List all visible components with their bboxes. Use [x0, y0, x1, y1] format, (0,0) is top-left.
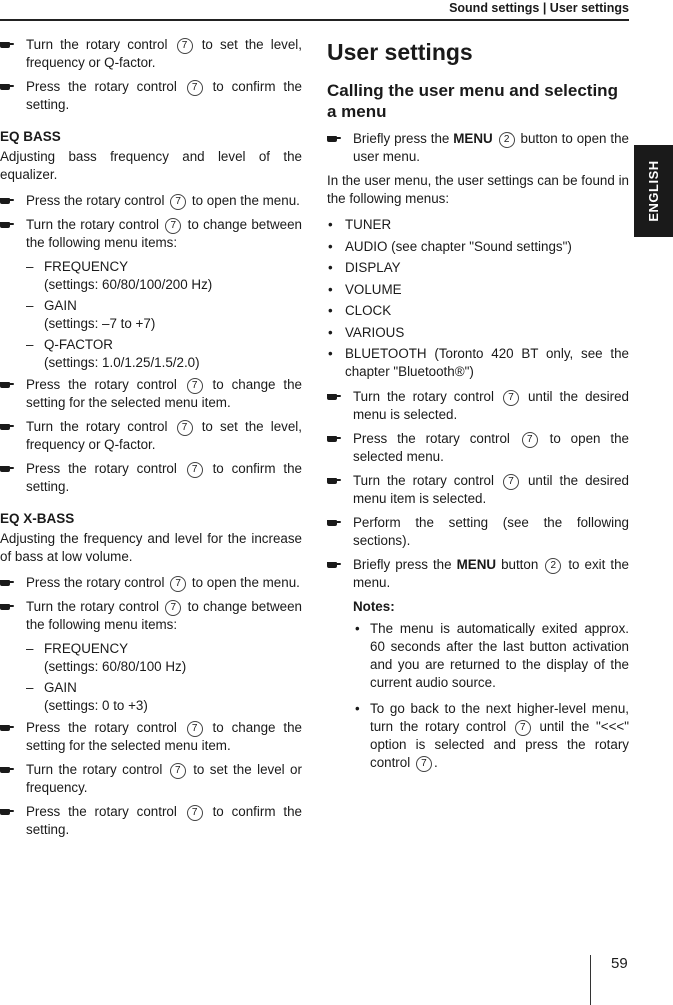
step-item: Turn the rotary control 7 to set the level or frequency.: [0, 761, 302, 797]
pointing-hand-icon: [327, 514, 343, 532]
right-column: [327, 36, 629, 780]
pointing-hand-icon: [0, 803, 16, 821]
eq-xbass-heading: EQ X-BASS: [0, 511, 75, 526]
control-number-badge: 7: [177, 38, 193, 54]
control-number-badge: 7: [165, 218, 181, 234]
control-number-badge: 7: [187, 378, 203, 394]
step-item: Press the rotary control 7 to open the selected menu.: [327, 430, 629, 466]
control-number-badge: 7: [416, 756, 432, 772]
pointing-hand-icon: [0, 192, 16, 210]
list-item: • VOLUME: [328, 281, 402, 297]
step-item: Turn the rotary control 7 to set the level, frequency or Q-factor.: [0, 36, 302, 72]
header-rule: [0, 19, 629, 21]
control-number-badge: 7: [187, 721, 203, 737]
note-item: • The menu is automatically exited approx. 60 seconds after the last button activation and you are returned to the display of the current audio source.: [355, 621, 629, 690]
note-item: • To go back to the next higher-level menu, turn the rotary control 7 until the "<<<" option is selected and press the rotary control 7 .: [355, 701, 629, 770]
step-item: Briefly press the MENU 2 button to open the user menu.: [327, 130, 629, 166]
step-item: Turn the rotary control 7 to change between the following menu items:: [0, 216, 302, 252]
step-item: Turn the rotary control 7 to set the level, frequency or Q-factor.: [0, 418, 302, 454]
menu-list: [327, 216, 629, 381]
list-item: – FREQUENCY (settings: 60/80/100 Hz): [26, 641, 187, 674]
control-number-badge: 7: [503, 474, 519, 490]
pointing-hand-icon: [327, 130, 343, 148]
step-item: Press the rotary control 7 to change the setting for the selected menu item.: [0, 376, 302, 412]
list-item: – GAIN (settings: –7 to +7): [26, 298, 156, 331]
step-item: Briefly press the MENU button 2 to exit the menu.: [327, 556, 629, 592]
notes-label: Notes:: [353, 599, 395, 614]
pointing-hand-icon: [0, 761, 16, 779]
pointing-hand-icon: [0, 598, 16, 616]
left-column: [0, 36, 302, 845]
step-item: Press the rotary control 7 to confirm the setting.: [0, 460, 302, 496]
pointing-hand-icon: [0, 418, 16, 436]
pointing-hand-icon: [0, 574, 16, 592]
eq-xbass-menu-items: [0, 640, 302, 715]
header-title: Sound settings | User settings: [449, 1, 629, 15]
menu-button-label: MENU: [456, 557, 497, 572]
list-item: – GAIN (settings: 0 to +3): [26, 680, 148, 713]
list-item: • AUDIO (see chapter "Sound settings"): [328, 238, 572, 254]
control-number-badge: 7: [170, 194, 186, 210]
section-title: User settings: [327, 39, 473, 65]
list-item: • TUNER: [328, 217, 392, 232]
step-item: Press the rotary control 7 to change the setting for the selected menu item.: [0, 719, 302, 755]
list-item: – FREQUENCY (settings: 60/80/100/200 Hz): [26, 259, 213, 292]
section-subtitle: Calling the user menu and selecting a menu: [327, 81, 618, 121]
control-number-badge: 7: [170, 763, 186, 779]
control-number-badge: 2: [499, 132, 515, 148]
pointing-hand-icon: [0, 36, 16, 54]
control-number-badge: 7: [170, 576, 186, 592]
list-item: • DISPLAY: [328, 260, 401, 275]
list-item: – Q-FACTOR (settings: 1.0/1.25/1.5/2.0): [26, 337, 200, 370]
step-item: Press the rotary control 7 to confirm the setting.: [0, 803, 302, 839]
step-item: Perform the setting (see the following sections).: [327, 514, 629, 550]
step-item: Press the rotary control 7 to open the menu.: [0, 192, 302, 210]
control-number-badge: 2: [545, 558, 561, 574]
control-number-badge: 7: [522, 432, 538, 448]
pointing-hand-icon: [0, 719, 16, 737]
control-number-badge: 7: [165, 600, 181, 616]
list-item: • BLUETOOTH (Toronto 420 BT only, see the chapter "Bluetooth®"): [328, 346, 629, 379]
eq-xbass-description: Adjusting the frequency and level for the increase of bass at low volume.: [0, 531, 302, 564]
control-number-badge: 7: [503, 390, 519, 406]
step-item: Press the rotary control 7 to confirm the setting.: [0, 78, 302, 114]
control-number-badge: 7: [187, 80, 203, 96]
language-tab: [634, 145, 673, 237]
eq-bass-menu-items: [0, 258, 302, 372]
pointing-hand-icon: [0, 376, 16, 394]
pointing-hand-icon: [0, 78, 16, 96]
pointing-hand-icon: [327, 472, 343, 490]
control-number-badge: 7: [187, 462, 203, 478]
page-number: 59: [611, 955, 628, 972]
menu-button-label: MENU: [453, 131, 493, 146]
control-number-badge: 7: [187, 805, 203, 821]
step-item: Turn the rotary control 7 until the desired menu item is selected.: [327, 472, 629, 508]
list-item: • VARIOUS: [328, 324, 405, 340]
pointing-hand-icon: [327, 556, 343, 574]
step-item: Turn the rotary control 7 to change between the following menu items:: [0, 598, 302, 634]
page-number-rule: [590, 955, 591, 1005]
eq-bass-description: Adjusting bass frequency and level of the equalizer.: [0, 149, 302, 182]
pointing-hand-icon: [0, 460, 16, 478]
pointing-hand-icon: [0, 216, 16, 234]
notes-block: [327, 598, 629, 772]
language-tab-label: ENGLISH: [645, 160, 661, 222]
step-item: Turn the rotary control 7 until the desired menu is selected.: [327, 388, 629, 424]
pointing-hand-icon: [327, 430, 343, 448]
step-item: Press the rotary control 7 to open the menu.: [0, 574, 302, 592]
pointing-hand-icon: [327, 388, 343, 406]
eq-bass-heading: EQ BASS: [0, 129, 61, 144]
control-number-badge: 7: [515, 720, 531, 736]
control-number-badge: 7: [177, 420, 193, 436]
menus-intro: In the user menu, the user settings can be found in the following menus:: [327, 173, 629, 206]
list-item: • CLOCK: [328, 303, 392, 318]
